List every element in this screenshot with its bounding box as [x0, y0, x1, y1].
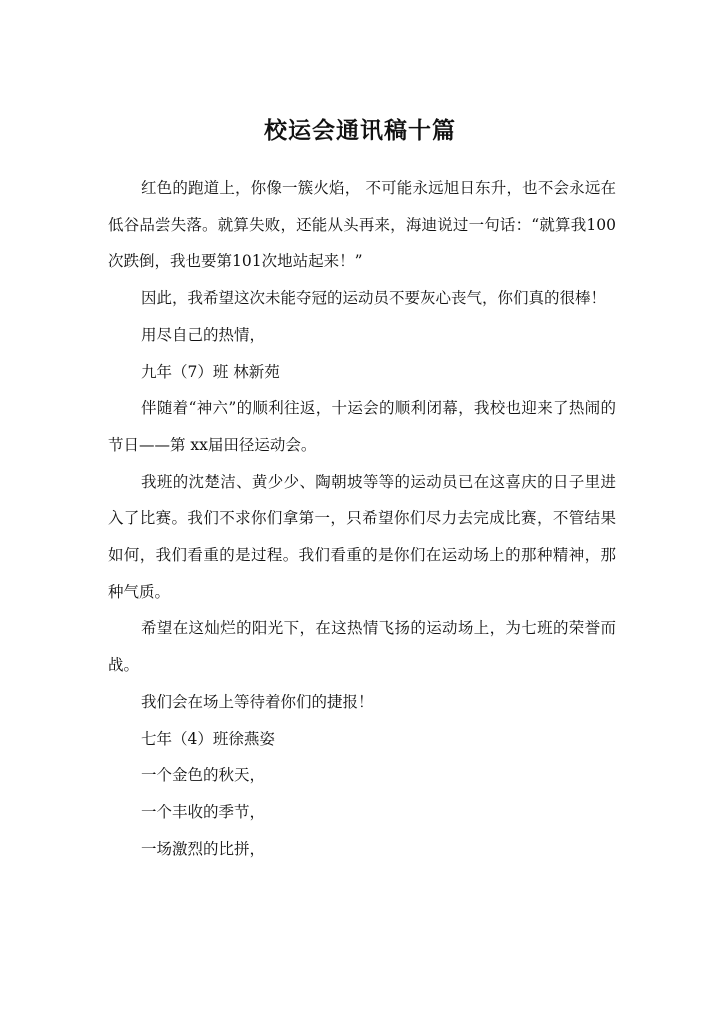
paragraph: 一个丰收的季节， — [141, 802, 266, 821]
paragraph: 一个金色的秋天， — [141, 766, 266, 785]
paragraph: 因此，我希望这次未能夺冠的运动员不要灰心丧气，你们真的很棒！ — [141, 289, 607, 308]
paragraph: 红色的跑道上，你像一簇火焰， 不可能永远旭日东升，也不会永远在低谷品尝失落。就算失败，还能从头再来，海迪说过一句话：“就算我100次跌倒，我也要第101次地站起来！” — [108, 179, 616, 271]
paragraph: 七年（4）班徐燕姿 — [141, 729, 275, 748]
paragraph: 希望在这灿烂的阳光下，在这热情飞扬的运动场上，为七班的荣誉而战。 — [108, 619, 616, 675]
paragraph: 一场激烈的比拼， — [141, 839, 266, 858]
document-title: 校运会通讯稿十篇 — [264, 118, 456, 144]
paragraph: 我班的沈楚洁、黄少少、陶朝坡等等的运动员已在这喜庆的日子里进入了比赛。我们不求你们拿第一，只希望你们尽力去完成比赛，不管结果如何，我们看重的是过程。我们看重的是你们在运动场上的那种精神，那种气质。 — [108, 472, 616, 601]
paragraph: 用尽自己的热情， — [141, 325, 266, 344]
paragraph: 伴随着“神六”的顺利往返，十运会的顺利闭幕，我校也迎来了热闹的节日——第 xx届田径运动会。 — [108, 399, 616, 454]
paragraph: 九年（7）班 林新苑 — [141, 362, 280, 381]
document-body — [108, 170, 616, 867]
paragraph: 我们会在场上等待着你们的捷报！ — [141, 692, 374, 711]
